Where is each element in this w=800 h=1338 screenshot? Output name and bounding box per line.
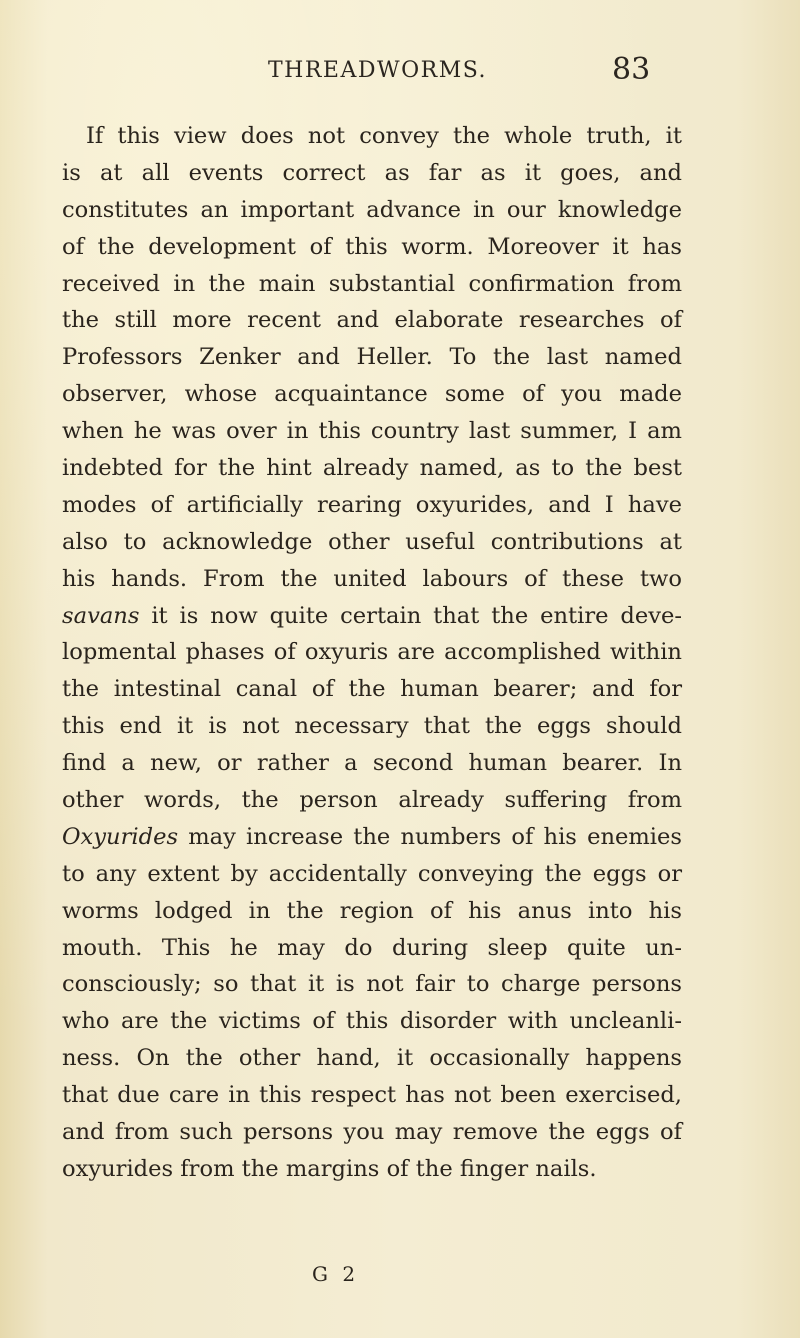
- text-line: consciously; so that it is not fair to charge persons: [62, 971, 682, 998]
- text-line: to any extent by accidentally conveying the eggs or: [62, 860, 682, 887]
- text-line: this end it is not necessary that the eggs should: [62, 713, 682, 740]
- text-line: constitutes an important advance in our knowledge: [62, 196, 682, 223]
- line-text-after: may increase the numbers of his enemies: [178, 823, 682, 850]
- text-line: Professors Zenker and Heller. To the last named: [62, 344, 682, 371]
- text-line: oxyurides from the margins of the finger nails.: [62, 1155, 597, 1182]
- text-line: the intestinal canal of the human bearer; and for: [62, 676, 682, 703]
- text-line: received in the main substantial confirmation from: [62, 270, 682, 297]
- text-line: ness. On the other hand, it occasionally happens: [62, 1045, 682, 1072]
- text-line: and from such persons you may remove the eggs of: [62, 1119, 682, 1146]
- text-line: lopmental phases of oxyuris are accomplished within: [62, 639, 682, 666]
- text-line: other words, the person already suffering from: [62, 787, 682, 814]
- signature-mark: G 2: [312, 1262, 360, 1286]
- text-line: mouth. This he may do during sleep quite un-: [62, 934, 682, 961]
- text-line: observer, whose acquaintance some of you made: [62, 381, 682, 408]
- italic-term: savans: [62, 602, 140, 629]
- running-head: THREADWORMS.: [268, 58, 488, 83]
- text-line: that due care in this respect has not been exercised,: [62, 1082, 682, 1109]
- text-line: If this view does not convey the whole truth, it: [86, 123, 682, 149]
- text-line: also to acknowledge other useful contributions at: [62, 528, 682, 555]
- text-line: indebted for the hint already named, as to the best: [62, 455, 682, 482]
- body-text: [62, 118, 682, 1188]
- line-text-after: it is now quite certain that the entire deve-: [139, 602, 682, 629]
- italic-term: Oxyurides: [62, 823, 179, 850]
- page-header: [0, 52, 800, 96]
- text-line: [62, 819, 682, 856]
- text-line: who are the victims of this disorder with uncleanli-: [62, 1008, 682, 1035]
- text-line: [62, 598, 682, 635]
- page-number: 83: [612, 52, 651, 87]
- text-line: find a new, or rather a second human bearer. In: [62, 750, 682, 777]
- text-line: modes of artificially rearing oxyurides, and I have: [62, 491, 682, 518]
- text-line: when he was over in this country last summer, I am: [62, 418, 682, 445]
- text-line: worms lodged in the region of his anus into his: [62, 897, 682, 924]
- text-line: his hands. From the united labours of these two: [62, 565, 682, 592]
- text-line: the still more recent and elaborate researches of: [62, 307, 682, 334]
- text-line: of the development of this worm. Moreover it has: [62, 233, 682, 260]
- text-line: is at all events correct as far as it goes, and: [62, 159, 682, 186]
